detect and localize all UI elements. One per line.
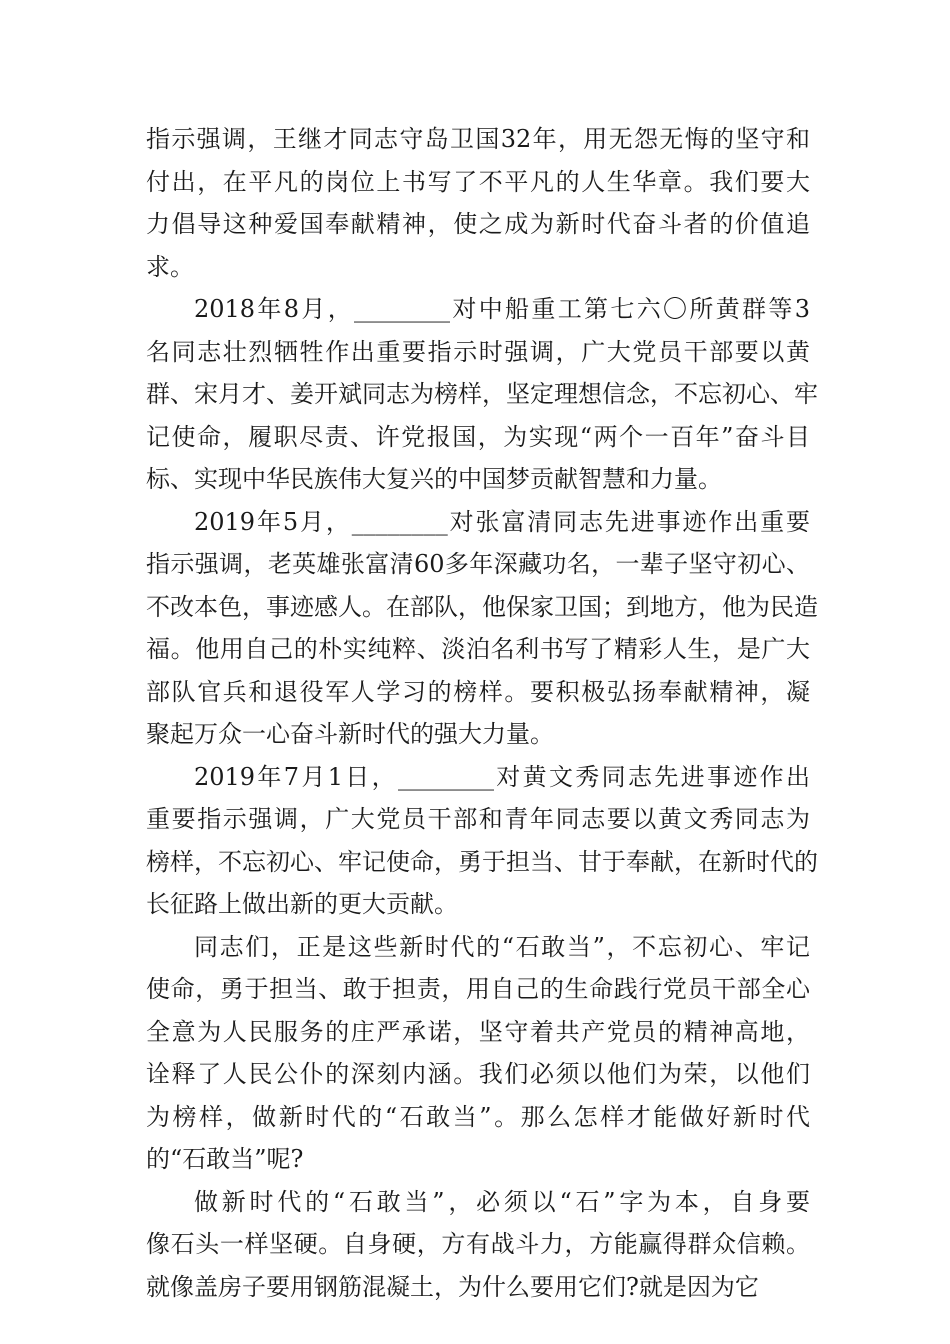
text-line: 群、宋月才、姜开斌同志为榜样，坚定理想信念，不忘初心、牢 xyxy=(146,380,818,408)
text-line: 榜样，不忘初心、牢记使命，勇于担当、甘于奉献，在新时代的 xyxy=(146,847,818,876)
text-line: 诠释了人民公仆的深刻内涵。我们必须以他们为荣，以他们 xyxy=(146,1060,810,1088)
text-line: 付出，在平凡的岗位上书写了不平凡的人生华章。我们要大 xyxy=(146,167,810,196)
text-line: 标、实现中华民族伟大复兴的中国梦贡献智慧和力量。 xyxy=(146,465,722,493)
text-line: 指示强调，老英雄张富清60多年深藏功名，一辈子坚守初心、 xyxy=(146,550,810,578)
text-line: 聚起万众一心奋斗新时代的强大力量。 xyxy=(146,720,554,748)
paragraph xyxy=(146,118,810,288)
text-line: 福。他用自己的朴实纯粹、淡泊名利书写了精彩人生，是广大 xyxy=(146,635,810,663)
paragraph xyxy=(146,1181,810,1309)
text-line: 部队官兵和退役军人学习的榜样。要积极弘扬奉献精神，凝 xyxy=(146,677,810,706)
text-line: 的“石敢当”呢? xyxy=(146,1145,304,1173)
paragraph xyxy=(146,926,810,1181)
text-line: 为榜样，做新时代的“石敢当”。那么怎样才能做好新时代 xyxy=(146,1102,810,1131)
paragraph xyxy=(146,756,818,926)
text-line: 求。 xyxy=(146,252,194,281)
text-line: 名同志壮烈牺牲作出重要指示时强调，广大党员干部要以黄 xyxy=(146,337,810,366)
text-line: 2019年7月1日，________对黄文秀同志先进事迹作出 xyxy=(194,762,810,791)
paragraph xyxy=(146,288,818,501)
text-line: 指示强调，王继才同志守岛卫国32年，用无怨无悔的坚守和 xyxy=(146,125,810,153)
text-line: 使命，勇于担当、敢于担责，用自己的生命践行党员干部全心 xyxy=(146,975,810,1003)
text-line: 2019年5月，________对张富清同志先进事迹作出重要 xyxy=(194,507,810,536)
text-line: 就像盖房子要用钢筋混凝土，为什么要用它们?就是因为它 xyxy=(146,1272,759,1301)
paragraph xyxy=(146,501,818,756)
text-line: 同志们，正是这些新时代的“石敢当”，不忘初心、牢记 xyxy=(194,932,810,961)
text-line: 长征路上做出新的更大贡献。 xyxy=(146,890,458,918)
text-line: 重要指示强调，广大党员干部和青年同志要以黄文秀同志为 xyxy=(146,805,810,833)
text-line: 不改本色，事迹感人。在部队，他保家卫国；到地方，他为民造 xyxy=(146,592,818,621)
document-body xyxy=(146,118,818,1308)
text-line: 2018年8月，________对中船重工第七六〇所黄群等3 xyxy=(194,295,810,323)
text-line: 像石头一样坚硬。自身硬，方有战斗力，方能赢得群众信赖。 xyxy=(146,1230,810,1258)
text-line: 做新时代的“石敢当”，必须以“石”字为本，自身要 xyxy=(194,1187,810,1216)
text-line: 全意为人民服务的庄严承诺，坚守着共产党员的精神高地， xyxy=(146,1017,810,1046)
text-line: 力倡导这种爱国奉献精神，使之成为新时代奋斗者的价值追 xyxy=(146,210,810,238)
text-line: 记使命，履职尽责、许党报国，为实现“两个一百年”奋斗目 xyxy=(146,422,810,451)
